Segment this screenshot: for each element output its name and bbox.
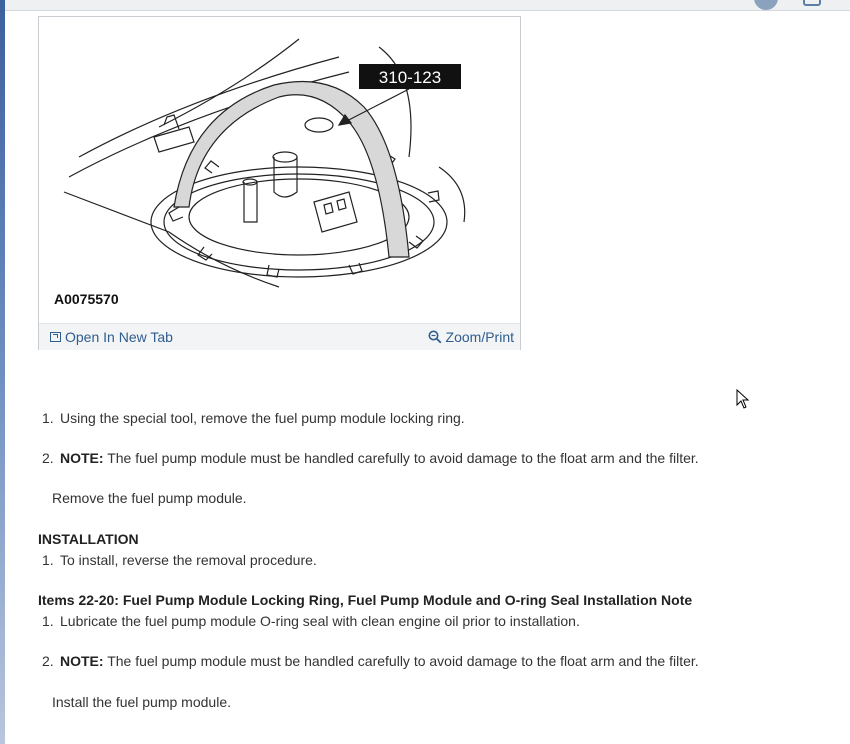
step-number: 2. xyxy=(42,450,54,466)
fuel-pump-illustration[interactable] xyxy=(39,17,520,323)
step-number: 2. xyxy=(42,653,54,669)
items-note-step-2 xyxy=(42,653,699,669)
zoom-print-link[interactable] xyxy=(428,329,514,345)
step-text: Lubricate the fuel pump module O-ring seal with clean engine oil prior to installation. xyxy=(60,613,580,629)
top-toolbar xyxy=(0,0,850,11)
step-text: To install, reverse the removal procedure. xyxy=(60,552,317,568)
installation-heading: INSTALLATION xyxy=(38,531,139,547)
tool-callout-label: 310-123 xyxy=(378,68,442,87)
figure-caption: A0075570 xyxy=(54,291,119,307)
zoom-icon xyxy=(428,330,442,344)
left-edge-strip xyxy=(0,0,5,744)
step-number: 1. xyxy=(42,613,54,629)
figure-panel xyxy=(38,16,521,350)
open-new-tab-icon xyxy=(50,332,61,342)
chat-icon[interactable] xyxy=(803,0,821,6)
note-text: The fuel pump module must be handled carefully to avoid damage to the float arm and the filter. xyxy=(103,450,699,466)
fuel-pump-drawing xyxy=(39,17,520,323)
figure-footer xyxy=(39,323,520,350)
installation-step-1 xyxy=(42,552,317,568)
zoom-print-label: Zoom/Print xyxy=(445,329,514,345)
items-note-heading: Items 22-20: Fuel Pump Module Locking Ring, Fuel Pump Module and O-ring Seal Installation Note xyxy=(38,592,693,608)
removal-step-1 xyxy=(42,410,465,426)
step-number: 1. xyxy=(42,410,54,426)
mouse-cursor-icon xyxy=(736,389,750,409)
note-label: NOTE: xyxy=(60,450,104,466)
step-text: Using the special tool, remove the fuel pump module locking ring. xyxy=(60,410,465,426)
open-new-tab-link[interactable] xyxy=(50,329,173,345)
note-text: The fuel pump module must be handled carefully to avoid damage to the float arm and the filter. xyxy=(103,653,699,669)
note-label: NOTE: xyxy=(60,653,104,669)
removal-step-2 xyxy=(42,450,699,466)
step-number: 1. xyxy=(42,552,54,568)
removal-step-2-action: Remove the fuel pump module. xyxy=(52,490,247,506)
items-note-step-2-action: Install the fuel pump module. xyxy=(52,694,231,710)
items-note-step-1 xyxy=(42,613,580,629)
open-new-tab-label: Open In New Tab xyxy=(65,329,173,345)
avatar-icon[interactable] xyxy=(754,0,778,10)
